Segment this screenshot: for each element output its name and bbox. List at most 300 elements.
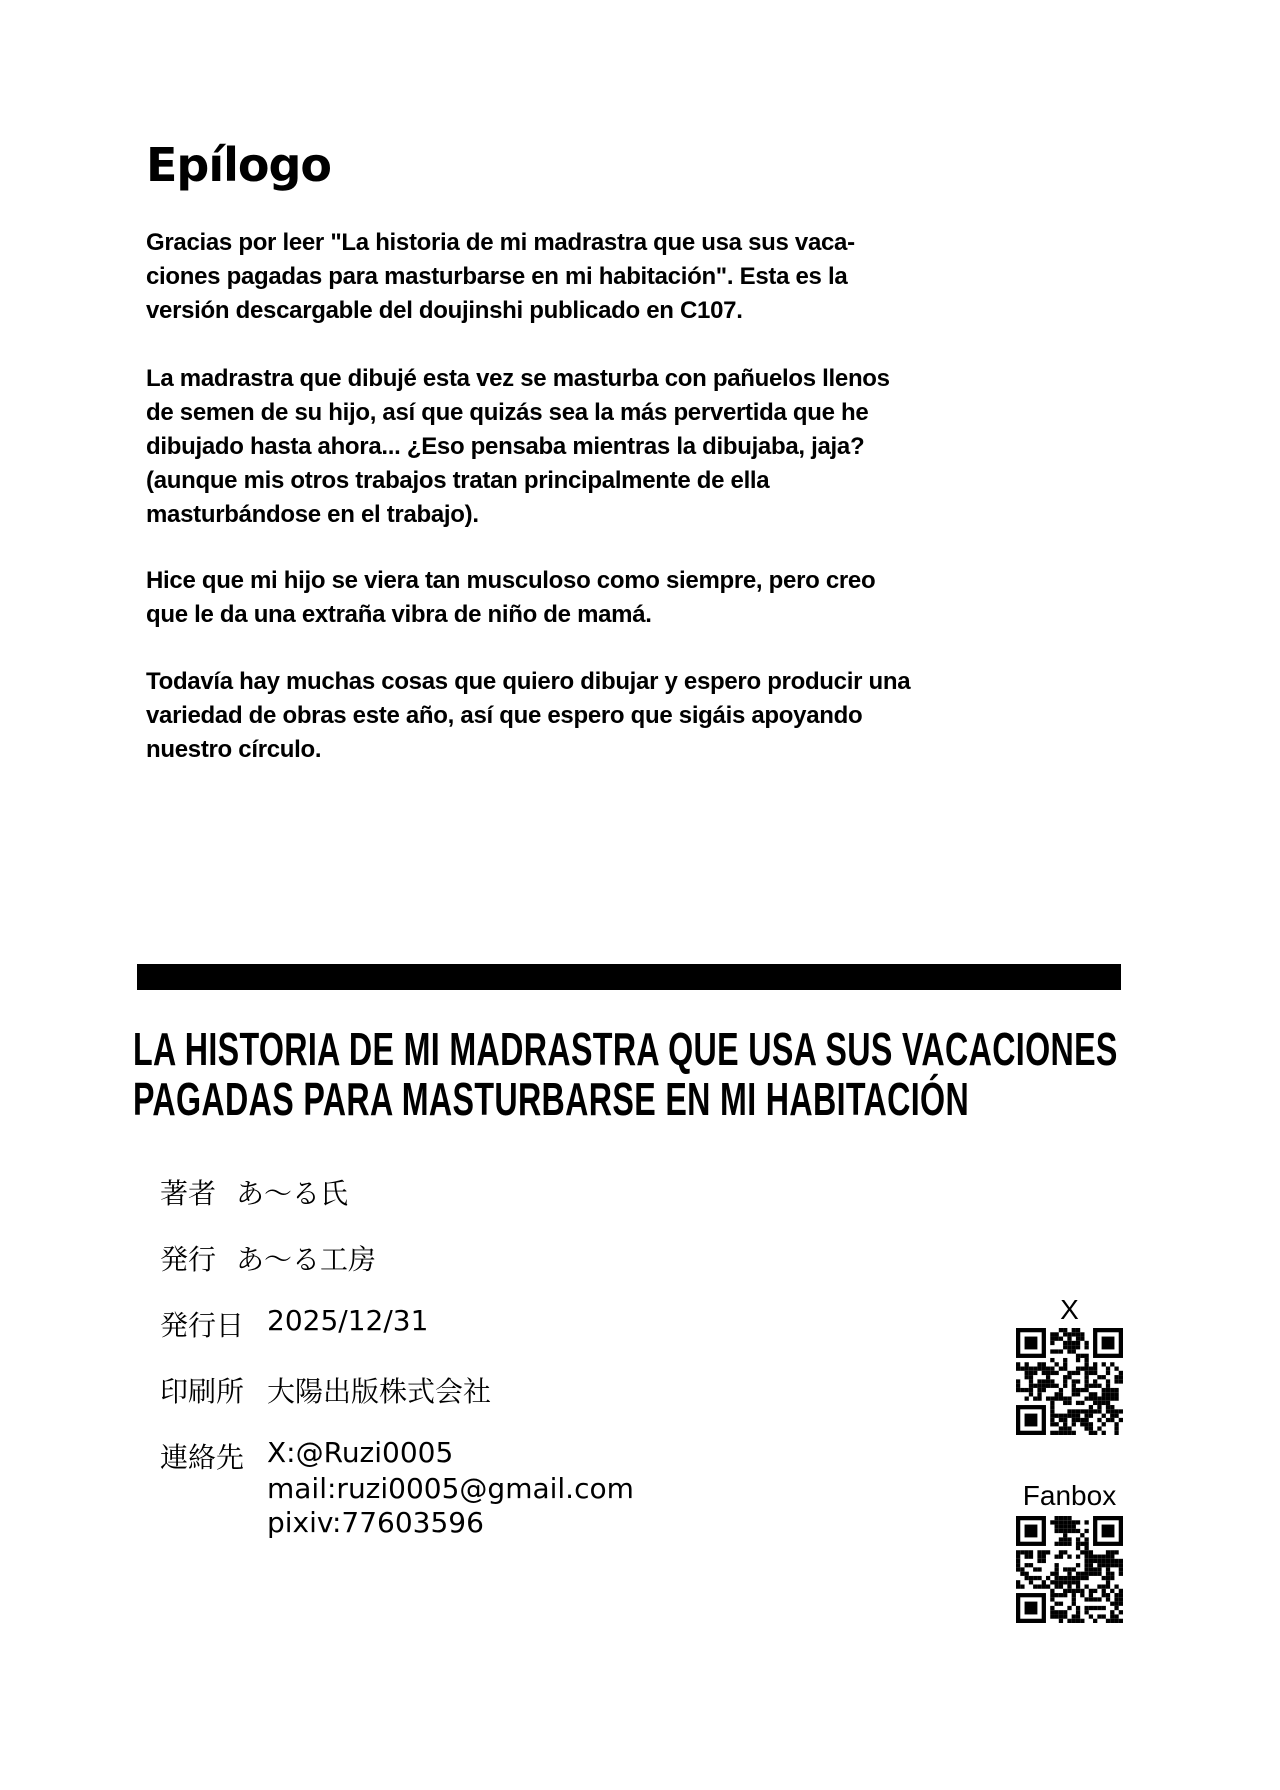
qr-module [1072, 1414, 1076, 1418]
qr-module [1089, 1422, 1093, 1426]
qr-module [1084, 1341, 1088, 1345]
qr-module [1059, 1418, 1063, 1422]
qr-module [1114, 1396, 1118, 1400]
qr-module [1072, 1384, 1076, 1388]
qr-module [1110, 1610, 1114, 1614]
qr-module [1076, 1371, 1080, 1375]
qr-module [1037, 1396, 1041, 1400]
qr-module [1076, 1584, 1080, 1588]
qr-module [1063, 1525, 1067, 1529]
qr-module [1063, 1414, 1067, 1418]
qr-module [1055, 1332, 1059, 1336]
qr-module [1059, 1584, 1063, 1588]
qr-module [1046, 1550, 1050, 1554]
qr-module [1055, 1396, 1059, 1400]
publisher-value: あ～る工房 [236, 1243, 377, 1276]
qr-module [1063, 1375, 1067, 1379]
qr-module [1089, 1414, 1093, 1418]
contact-x: X:@Ruzi0005 [267, 1436, 454, 1469]
qr-module [1084, 1362, 1088, 1366]
qr-module [1114, 1426, 1118, 1430]
qr-module [1063, 1542, 1067, 1546]
qr-module [1067, 1414, 1071, 1418]
qr-module [1059, 1520, 1063, 1524]
qr-module [1106, 1367, 1110, 1371]
qr-module [1110, 1418, 1114, 1422]
qr-module [1114, 1619, 1118, 1623]
qr-module [1114, 1602, 1118, 1606]
qr-module [1059, 1396, 1063, 1400]
qr-module [1063, 1580, 1067, 1584]
qr-module [1016, 1559, 1020, 1563]
qr-module [1072, 1589, 1076, 1593]
qr-module [1114, 1431, 1118, 1435]
qr-module [1050, 1580, 1054, 1584]
contact-pixiv: pixiv:77603596 [267, 1506, 484, 1539]
qr-module [1076, 1589, 1080, 1593]
qr-module [1093, 1396, 1097, 1400]
qr-module [1097, 1375, 1101, 1379]
qr-module [1020, 1584, 1024, 1588]
qr-module [1084, 1542, 1088, 1546]
qr-module [1025, 1396, 1029, 1400]
qr-module [1063, 1332, 1067, 1336]
qr-module [1080, 1576, 1084, 1580]
qr-module [1119, 1418, 1123, 1422]
qr-module [1072, 1576, 1076, 1580]
qr-module [1059, 1576, 1063, 1580]
qr-module [1059, 1367, 1063, 1371]
qr-module [1050, 1401, 1054, 1405]
qr-module [1029, 1555, 1033, 1559]
qr-module [1059, 1602, 1063, 1606]
qr-module [1076, 1520, 1080, 1524]
qr-module [1055, 1572, 1059, 1576]
qr-module [1076, 1576, 1080, 1580]
qr-module [1050, 1520, 1054, 1524]
qr-module [1080, 1572, 1084, 1576]
qr-module [1093, 1567, 1097, 1571]
qr-module [1080, 1619, 1084, 1623]
qr-module [1097, 1559, 1101, 1563]
qr-module [1080, 1388, 1084, 1392]
qr-module [1076, 1358, 1080, 1362]
qr-module [1119, 1610, 1123, 1614]
qr-module [1110, 1619, 1114, 1623]
qr-module [1106, 1619, 1110, 1623]
qr-module [1067, 1341, 1071, 1345]
qr-module [1089, 1567, 1093, 1571]
qr-module [1067, 1529, 1071, 1533]
qr-module [1076, 1367, 1080, 1371]
qr-module [1110, 1614, 1114, 1618]
qr-module [1067, 1371, 1071, 1375]
qr-module [1076, 1341, 1080, 1345]
qr-module [1084, 1550, 1088, 1554]
qr-label-x: X [1060, 1294, 1079, 1325]
qr-module [1110, 1602, 1114, 1606]
qr-module [1106, 1580, 1110, 1584]
qr-module [1084, 1418, 1088, 1422]
printer-value: 大陽出版株式会社 [267, 1375, 492, 1408]
qr-module [1076, 1414, 1080, 1418]
qr-module [1067, 1337, 1071, 1341]
qr-module [1106, 1572, 1110, 1576]
qr-module [1106, 1559, 1110, 1563]
qr-module [1119, 1567, 1123, 1571]
qr-module [1072, 1614, 1076, 1618]
qr-module [1089, 1392, 1093, 1396]
qr-module [1084, 1345, 1088, 1349]
epilogue-title: Epílogo [146, 138, 332, 192]
qr-module [1055, 1614, 1059, 1618]
qr-module [1102, 1337, 1115, 1350]
qr-module [1055, 1337, 1059, 1341]
contact-label: 連絡先 [160, 1441, 245, 1474]
qr-module [1042, 1367, 1046, 1371]
qr-module [1029, 1375, 1033, 1379]
qr-module [1025, 1367, 1029, 1371]
qr-module [1059, 1542, 1063, 1546]
qr-module [1042, 1555, 1046, 1559]
qr-module [1106, 1371, 1110, 1375]
qr-module [1097, 1426, 1101, 1430]
qr-module [1114, 1593, 1118, 1597]
qr-module [1029, 1379, 1033, 1383]
qr-code-x[interactable] [1016, 1328, 1123, 1435]
qr-code-fanbox[interactable] [1016, 1516, 1123, 1623]
qr-module [1059, 1580, 1063, 1584]
qr-module [1025, 1388, 1029, 1392]
qr-module [1084, 1584, 1088, 1588]
qr-module [1067, 1572, 1071, 1576]
qr-module [1097, 1405, 1101, 1409]
qr-module [1110, 1550, 1114, 1554]
qr-module [1067, 1426, 1071, 1430]
qr-module [1063, 1533, 1067, 1537]
qr-module [1084, 1572, 1088, 1576]
qr-module [1119, 1619, 1123, 1623]
qr-module [1119, 1563, 1123, 1567]
qr-module [1055, 1362, 1059, 1366]
qr-module [1089, 1563, 1093, 1567]
qr-module [1067, 1409, 1071, 1413]
qr-module [1055, 1349, 1059, 1353]
qr-module [1089, 1409, 1093, 1413]
qr-module [1050, 1614, 1054, 1618]
qr-module [1106, 1409, 1110, 1413]
qr-module [1114, 1414, 1118, 1418]
qr-module [1059, 1537, 1063, 1541]
qr-module [1089, 1371, 1093, 1375]
qr-module [1063, 1396, 1067, 1400]
qr-module [1063, 1593, 1067, 1597]
qr-module [1067, 1520, 1071, 1524]
qr-module [1063, 1550, 1067, 1554]
qr-module [1046, 1375, 1050, 1379]
qr-module [1110, 1362, 1114, 1366]
qr-module [1106, 1550, 1110, 1554]
qr-module [1029, 1384, 1033, 1388]
qr-module [1114, 1559, 1118, 1563]
qr-module [1037, 1379, 1041, 1383]
qr-module [1119, 1379, 1123, 1383]
qr-module [1114, 1563, 1118, 1567]
qr-module [1084, 1520, 1088, 1524]
qr-module [1084, 1529, 1088, 1533]
qr-module [1076, 1610, 1080, 1614]
qr-module [1119, 1409, 1123, 1413]
qr-module [1050, 1349, 1054, 1353]
qr-module [1084, 1606, 1088, 1610]
qr-module [1084, 1379, 1088, 1383]
qr-module [1042, 1362, 1046, 1366]
qr-module [1059, 1328, 1063, 1332]
qr-module [1076, 1606, 1080, 1610]
qr-module [1067, 1375, 1071, 1379]
qr-module [1046, 1396, 1050, 1400]
qr-module [1084, 1396, 1088, 1400]
qr-module [1063, 1328, 1067, 1332]
qr-module [1114, 1584, 1118, 1588]
qr-module [1089, 1593, 1093, 1597]
qr-module [1102, 1555, 1106, 1559]
qr-module [1097, 1555, 1101, 1559]
qr-module [1072, 1525, 1076, 1529]
qr-module [1016, 1555, 1020, 1559]
qr-module [1042, 1379, 1046, 1383]
qr-module [1102, 1614, 1106, 1618]
qr-module [1110, 1392, 1114, 1396]
qr-module [1046, 1584, 1050, 1588]
epilogue-paragraph: Hice que mi hijo se viera tan musculoso como siempre, pero creo que le da una extraña vibra de niño de mamá. [146, 567, 876, 628]
qr-module [1114, 1606, 1118, 1610]
qr-module [1076, 1401, 1080, 1405]
qr-module [1063, 1401, 1067, 1405]
qr-module [1093, 1431, 1097, 1435]
qr-module [1076, 1409, 1080, 1413]
qr-module [1072, 1602, 1076, 1606]
qr-module [1025, 1362, 1029, 1366]
qr-module [1020, 1388, 1024, 1392]
qr-module [1059, 1614, 1063, 1618]
qr-module [1106, 1401, 1110, 1405]
qr-module [1063, 1384, 1067, 1388]
qr-module [1080, 1593, 1084, 1597]
qr-module [1102, 1576, 1106, 1580]
qr-module [1067, 1332, 1071, 1336]
qr-module [1033, 1367, 1037, 1371]
qr-module [1097, 1384, 1101, 1388]
qr-module [1067, 1537, 1071, 1541]
qr-module [1037, 1392, 1041, 1396]
qr-module [1050, 1422, 1054, 1426]
qr-module [1067, 1584, 1071, 1588]
qr-module [1059, 1414, 1063, 1418]
qr-module [1084, 1576, 1088, 1580]
qr-module [1102, 1525, 1115, 1538]
qr-module [1016, 1384, 1020, 1388]
qr-module [1016, 1388, 1020, 1392]
qr-module [1033, 1567, 1037, 1571]
qr-module [1055, 1580, 1059, 1584]
qr-module [1097, 1606, 1101, 1610]
qr-module [1067, 1401, 1071, 1405]
qr-module [1076, 1619, 1080, 1623]
qr-module [1093, 1371, 1097, 1375]
qr-module [1037, 1555, 1041, 1559]
qr-module [1084, 1354, 1088, 1358]
qr-module [1089, 1367, 1093, 1371]
qr-module [1072, 1392, 1076, 1396]
qr-module [1072, 1580, 1076, 1584]
qr-module [1102, 1563, 1106, 1567]
qr-module [1076, 1379, 1080, 1383]
qr-module [1110, 1555, 1114, 1559]
qr-module [1046, 1379, 1050, 1383]
qr-module [1067, 1580, 1071, 1584]
qr-module [1093, 1559, 1097, 1563]
qr-module [1084, 1409, 1088, 1413]
qr-module [1114, 1367, 1118, 1371]
epilogue-paragraph: La madrastra que dibujé esta vez se masturba con pañuelos llenos de semen de su hijo, así que quizás sea la más pervertida que he dibujado hasta ahora... ¿Eso pensaba mientras la dibujaba, jaja? (aunque mis otros trabajos tratan principalmente de ella masturbándose en el trabajo). [146, 365, 890, 528]
qr-module [1059, 1516, 1063, 1520]
qr-module [1055, 1555, 1059, 1559]
qr-module [1080, 1418, 1084, 1422]
qr-module [1067, 1396, 1071, 1400]
qr-module [1059, 1619, 1063, 1623]
qr-module [1033, 1584, 1037, 1588]
qr-module [1072, 1529, 1076, 1533]
qr-module [1106, 1593, 1110, 1597]
qr-module [1097, 1418, 1101, 1422]
contact-mail: mail:ruzi0005@gmail.com [267, 1472, 634, 1505]
qr-module [1055, 1542, 1059, 1546]
qr-module [1089, 1597, 1093, 1601]
qr-module [1063, 1341, 1067, 1345]
qr-module [1089, 1426, 1093, 1430]
qr-module [1076, 1328, 1080, 1332]
qr-module [1106, 1584, 1110, 1588]
qr-module [1025, 1576, 1029, 1580]
qr-module [1089, 1384, 1093, 1388]
qr-module [1063, 1610, 1067, 1614]
qr-module [1059, 1610, 1063, 1614]
qr-module [1097, 1584, 1101, 1588]
qr-module [1063, 1426, 1067, 1430]
qr-module [1106, 1384, 1110, 1388]
qr-module [1084, 1422, 1088, 1426]
qr-module [1097, 1597, 1101, 1601]
qr-module [1050, 1384, 1054, 1388]
qr-module [1059, 1529, 1063, 1533]
qr-module [1063, 1345, 1067, 1349]
qr-module [1055, 1563, 1059, 1567]
qr-module [1080, 1354, 1084, 1358]
qr-module [1089, 1396, 1093, 1400]
qr-module [1089, 1614, 1093, 1618]
publisher-label: 発行 [160, 1243, 217, 1276]
qr-module [1050, 1379, 1054, 1383]
qr-module [1076, 1392, 1080, 1396]
qr-module [1037, 1388, 1041, 1392]
qr-module [1093, 1367, 1097, 1371]
book-title-line: PAGADAS PARA MASTURBARSE EN MI HABITACIÓN [133, 1073, 970, 1125]
qr-module [1050, 1572, 1054, 1576]
qr-module [1055, 1516, 1059, 1520]
qr-module [1076, 1572, 1080, 1576]
qr-module [1084, 1371, 1088, 1375]
qr-module [1072, 1328, 1076, 1332]
qr-module [1055, 1567, 1059, 1571]
qr-module [1114, 1409, 1118, 1413]
qr-module [1050, 1431, 1054, 1435]
qr-module [1050, 1593, 1054, 1597]
qr-module [1037, 1550, 1041, 1554]
qr-module [1084, 1426, 1088, 1430]
qr-module [1106, 1555, 1110, 1559]
qr-module [1072, 1345, 1076, 1349]
qr-module [1067, 1345, 1071, 1349]
qr-module [1084, 1388, 1088, 1392]
date-label: 発行日 [160, 1309, 245, 1342]
printer-label: 印刷所 [160, 1375, 245, 1408]
qr-module [1055, 1520, 1059, 1524]
qr-module [1102, 1431, 1106, 1435]
qr-module [1102, 1559, 1106, 1563]
qr-module [1050, 1341, 1054, 1345]
qr-module [1080, 1542, 1084, 1546]
qr-module [1093, 1555, 1097, 1559]
qr-module [1089, 1550, 1093, 1554]
qr-module [1084, 1546, 1088, 1550]
qr-module [1016, 1379, 1020, 1383]
qr-module [1093, 1589, 1097, 1593]
qr-module [1084, 1555, 1088, 1559]
qr-module [1037, 1362, 1041, 1366]
qr-module [1016, 1567, 1020, 1571]
qr-module [1106, 1405, 1110, 1409]
qr-module [1025, 1375, 1029, 1379]
qr-module [1029, 1576, 1033, 1580]
qr-module [1025, 1525, 1038, 1538]
qr-module [1059, 1337, 1063, 1341]
qr-module [1063, 1379, 1067, 1383]
qr-module [1110, 1405, 1114, 1409]
qr-module [1029, 1550, 1033, 1554]
qr-module [1080, 1401, 1084, 1405]
qr-module [1110, 1576, 1114, 1580]
qr-module [1084, 1375, 1088, 1379]
qr-module [1072, 1567, 1076, 1571]
qr-module [1114, 1379, 1118, 1383]
qr-module [1033, 1384, 1037, 1388]
qr-module [1089, 1589, 1093, 1593]
qr-module [1102, 1422, 1106, 1426]
qr-module [1050, 1405, 1054, 1409]
qr-module [1059, 1525, 1063, 1529]
qr-module [1042, 1580, 1046, 1584]
qr-module [1076, 1563, 1080, 1567]
qr-module [1037, 1567, 1041, 1571]
qr-module [1110, 1409, 1114, 1413]
qr-module [1050, 1597, 1054, 1601]
qr-module [1076, 1537, 1080, 1541]
qr-module [1097, 1401, 1101, 1405]
qr-module [1050, 1409, 1054, 1413]
qr-module [1072, 1593, 1076, 1597]
qr-module [1055, 1392, 1059, 1396]
